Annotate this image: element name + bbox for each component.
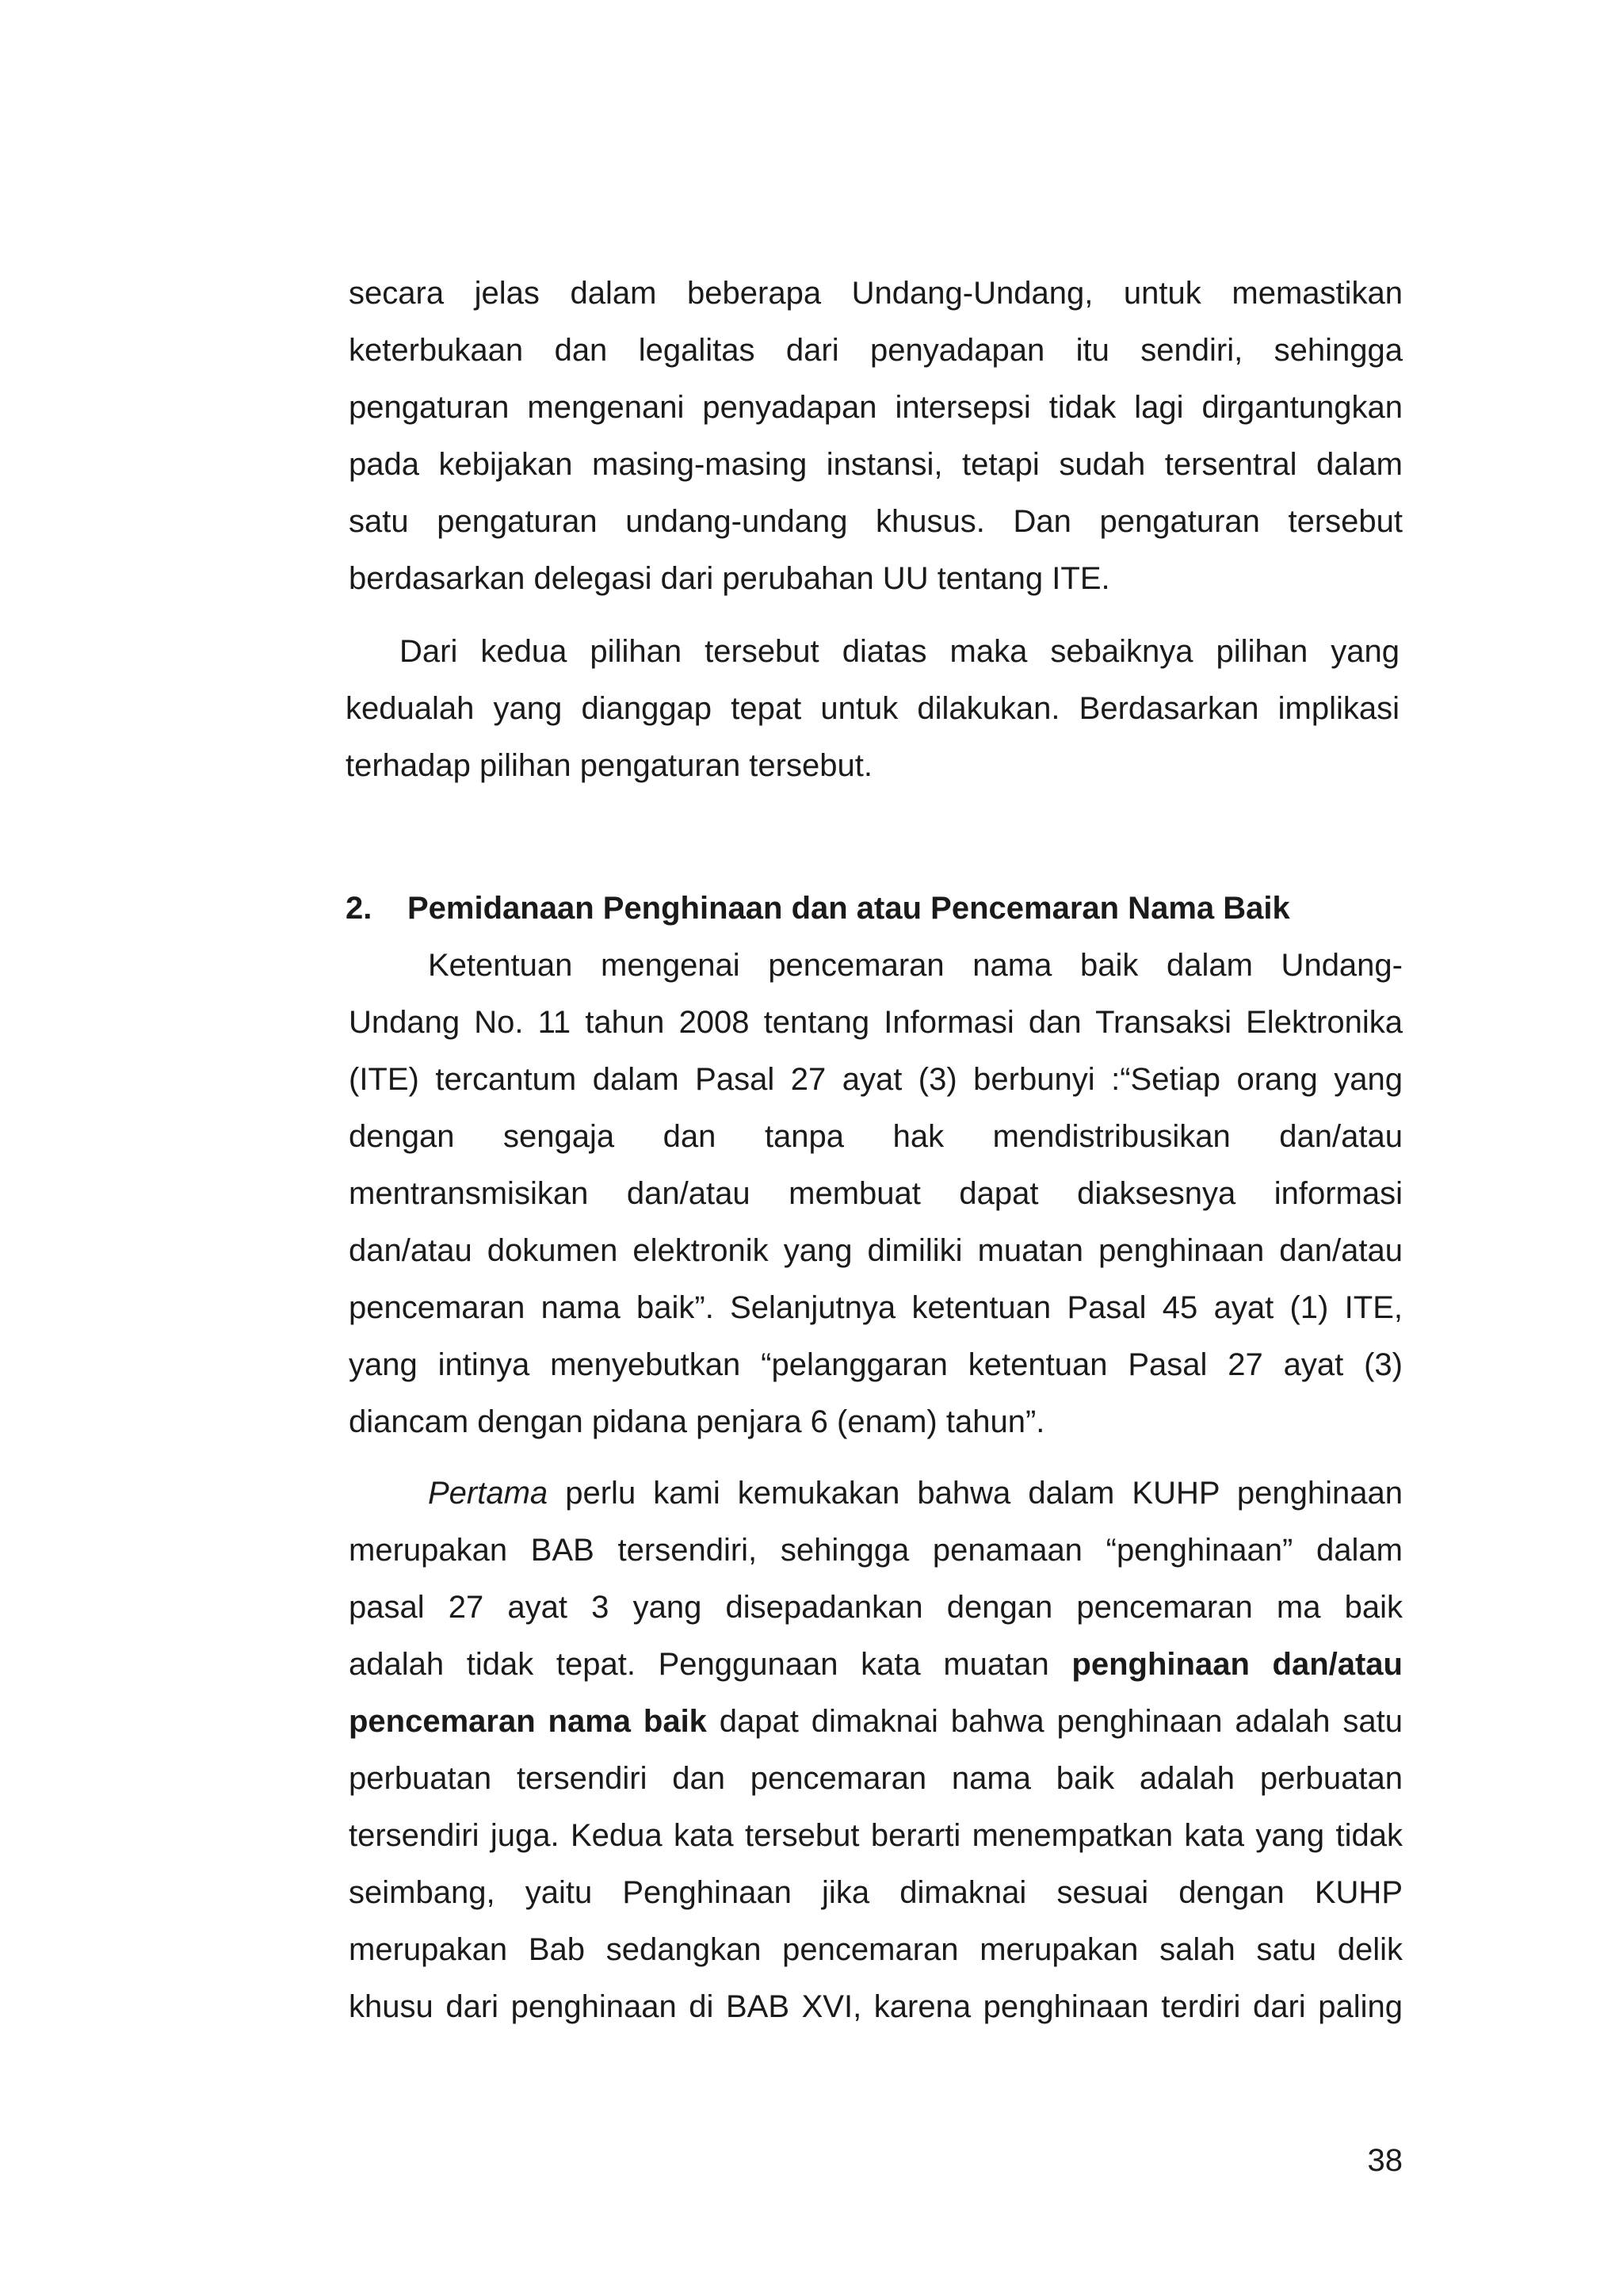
line-text: dapat dimaknai bahwa penghinaan adalah satu [706, 1704, 1403, 1739]
paragraph-line [349, 1465, 1403, 1522]
paragraph-2 [346, 623, 1400, 794]
paragraph-4 [349, 1465, 1403, 2035]
paragraph-line: perbuatan tersendiri dan pencemaran nama baik adalah perbuatan [349, 1761, 1403, 1796]
paragraph-line: khusu dari penghinaan di BAB XVI, karena penghinaan terdiri dari paling [349, 1989, 1403, 2024]
emphasis-bold: penghinaan dan/atau [1071, 1647, 1403, 1682]
paragraph-line: Undang No. 11 tahun 2008 tentang Informasi dan Transaksi Elektronika [349, 1005, 1403, 1040]
paragraph-line: tersendiri juga. Kedua kata tersebut berarti menempatkan kata yang tidak [349, 1818, 1403, 1853]
paragraph-line: pasal 27 ayat 3 yang disepadankan dengan pencemaran ma baik [349, 1590, 1403, 1625]
emphasis-italic: Pertama [428, 1476, 548, 1511]
paragraph-line: dengan sengaja dan tanpa hak mendistribusikan dan/atau [349, 1119, 1403, 1154]
page-number: 38 [1367, 2143, 1403, 2178]
paragraph-line: satu pengaturan undang-undang khusus. Dan pengaturan tersebut [349, 504, 1403, 539]
paragraph-line: seimbang, yaitu Penghinaan jika dimaknai sesuai dengan KUHP [349, 1875, 1403, 1910]
section-title: Pemidanaan Penghinaan dan atau Pencemaran Nama Baik [407, 891, 1290, 926]
paragraph-line: Ketentuan mengenai pencemaran nama baik dalam Undang- [428, 948, 1403, 983]
paragraph-line: Dari kedua pilihan tersebut diatas maka sebaiknya pilihan yang [399, 634, 1400, 669]
paragraph-3 [349, 937, 1403, 1450]
paragraph-line: diancam dengan pidana penjara 6 (enam) tahun”. [349, 1404, 1045, 1439]
paragraph-line: pada kebijakan masing-masing instansi, tetapi sudah tersentral dalam [349, 447, 1403, 482]
paragraph-line: merupakan BAB tersendiri, sehingga penamaan “penghinaan” dalam [349, 1533, 1403, 1568]
paragraph-1 [349, 265, 1403, 607]
section-number: 2. [346, 891, 372, 926]
paragraph-line: secara jelas dalam beberapa Undang-Undang, untuk memastikan [349, 276, 1403, 311]
line-text: adalah tidak tepat. Penggunaan kata muatan [349, 1647, 1072, 1682]
paragraph-line: pencemaran nama baik”. Selanjutnya ketentuan Pasal 45 ayat (1) ITE, [349, 1290, 1403, 1325]
section-heading [346, 880, 1400, 937]
paragraph-line [349, 1693, 1403, 1750]
line-text: perlu kami kemukakan bahwa dalam KUHP penghinaan [548, 1476, 1403, 1511]
paragraph-line: merupakan Bab sedangkan pencemaran merupakan salah satu delik [349, 1932, 1403, 1967]
paragraph-line: pengaturan mengenani penyadapan intersepsi tidak lagi dirgantungkan [349, 390, 1403, 425]
paragraph-line: berdasarkan delegasi dari perubahan UU tentang ITE. [349, 561, 1110, 596]
paragraph-line: keterbukaan dan legalitas dari penyadapan itu sendiri, sehingga [349, 333, 1403, 368]
paragraph-line: dan/atau dokumen elektronik yang dimiliki muatan penghinaan dan/atau [349, 1233, 1403, 1268]
paragraph-line: mentransmisikan dan/atau membuat dapat diaksesnya informasi [349, 1176, 1403, 1211]
paragraph-line: yang intinya menyebutkan “pelanggaran ketentuan Pasal 27 ayat (3) [349, 1347, 1403, 1382]
paragraph-line: terhadap pilihan pengaturan tersebut. [346, 748, 873, 783]
paragraph-line: kedualah yang dianggap tepat untuk dilakukan. Berdasarkan implikasi [346, 691, 1400, 726]
paragraph-line: (ITE) tercantum dalam Pasal 27 ayat (3) berbunyi :“Setiap orang yang [349, 1062, 1403, 1097]
paragraph-line [349, 1636, 1403, 1693]
emphasis-bold: pencemaran nama baik [349, 1704, 707, 1739]
